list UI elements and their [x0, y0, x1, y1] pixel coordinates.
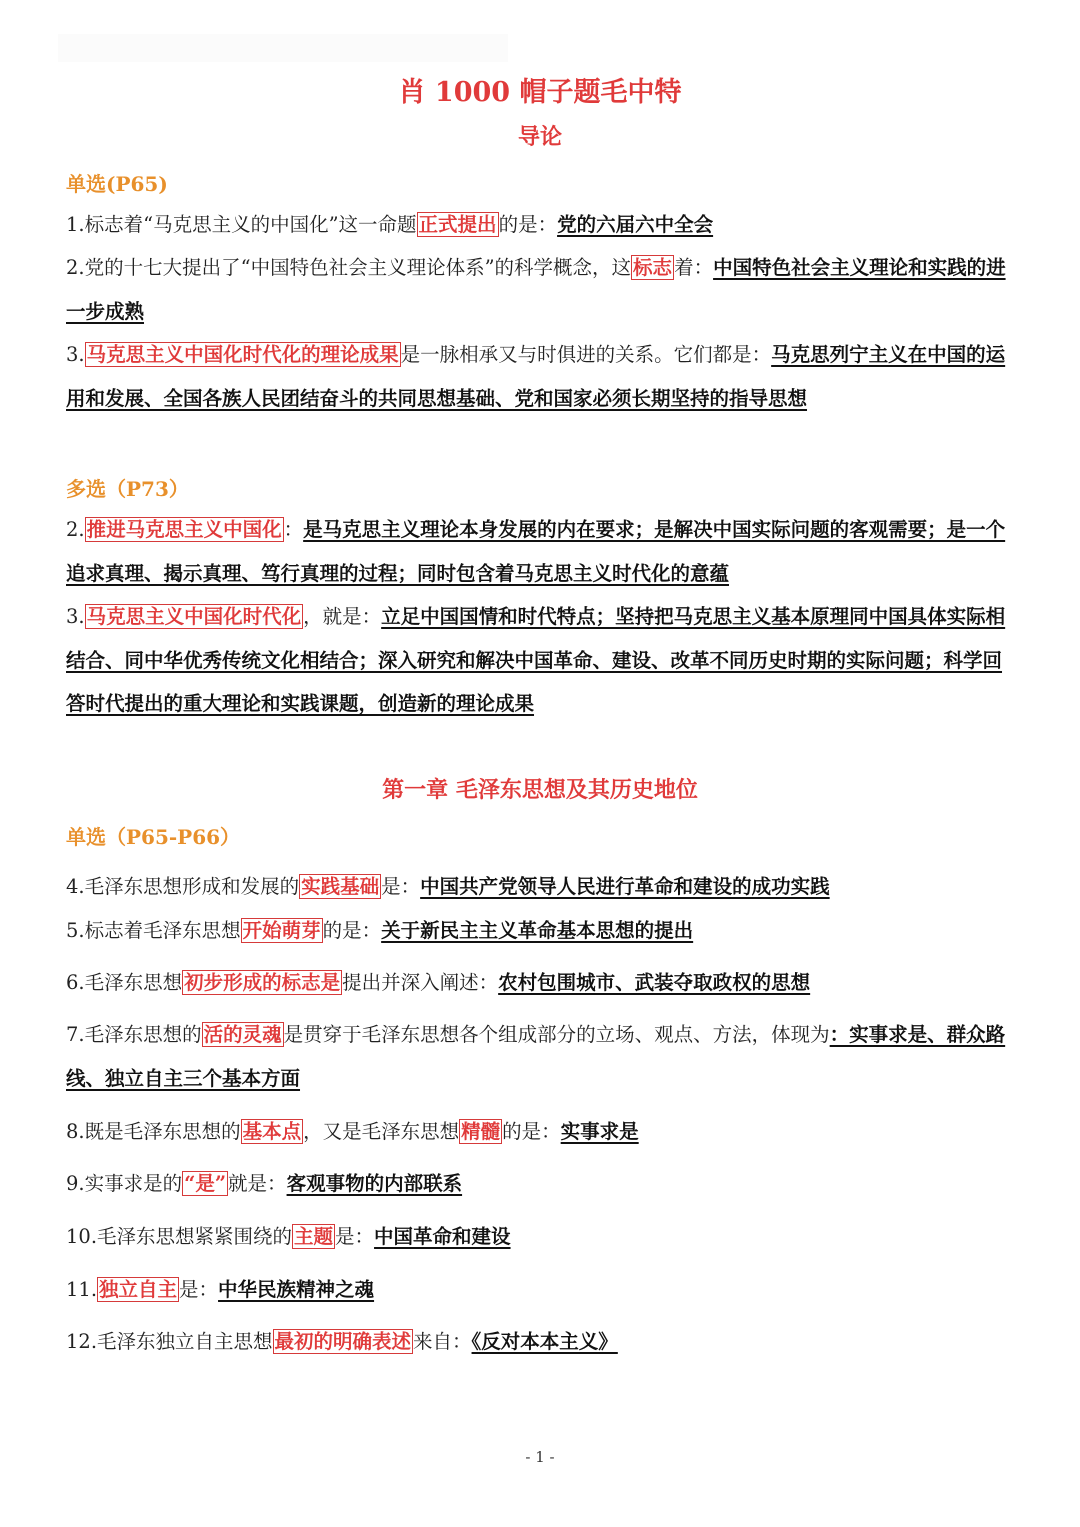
question-text: 8.既是毛泽东思想的: [66, 1120, 241, 1143]
scan-artifact: [58, 34, 508, 62]
keyword-box: 马克思主义中国化时代化: [86, 605, 302, 628]
question-text: 2.党的十七大提出了“中国特色社会主义理论体系”的科学概念，这: [66, 256, 632, 279]
question-text: 9.实事求是的: [66, 1172, 183, 1195]
answer-text: 中国共产党领导人民进行革命和建设的成功实践: [420, 875, 830, 898]
question-12: [66, 1320, 1016, 1364]
question-3: [66, 333, 1016, 420]
question-multi-2: [66, 508, 1016, 595]
question-text: ，又是毛泽东思想: [303, 1120, 460, 1143]
section-heading-chapter1-single-choice: 单选（P65-P66）: [66, 825, 241, 849]
answer-text: 中华民族精神之魂: [218, 1278, 375, 1301]
question-1: [66, 203, 1016, 247]
question-2: [66, 246, 1016, 333]
question-text: 就是：: [228, 1172, 287, 1195]
answer-text: 中国革命和建设: [374, 1225, 511, 1248]
question-text: 来自：: [413, 1330, 472, 1353]
question-text: 的是：: [498, 213, 558, 236]
question-text: 是：: [381, 875, 421, 898]
answer-text: 客观事物的内部联系: [286, 1172, 463, 1195]
answer-text: 关于新民主主义革命基本思想的提出: [381, 919, 694, 942]
question-text: 是：: [179, 1278, 219, 1301]
answer-text: 实事求是: [560, 1120, 639, 1143]
question-text: 11.: [66, 1278, 98, 1301]
keyword-box: 正式提出: [418, 213, 497, 236]
keyword-box: 主题: [294, 1225, 334, 1248]
answer-text: 立足中国国情和时代特点；坚持把马克思主义基本原理同中国具体实际相结合、同中华优秀传统文化相结合；深入研究和解决中国革命、建设、改革不同历史时期的实际问题；科学回答时代提出的重大理论和实践课题，创造新的理论成果: [66, 605, 1006, 715]
answer-text: 马克思列宁主义在中国的运用和发展、全国各族人民团结奋斗的共同思想基础、党和国家必须长期坚持的指导思想: [66, 343, 1006, 410]
keyword-box: 最初的明确表述: [274, 1330, 412, 1353]
question-text: 7.毛泽东思想的: [66, 1023, 202, 1046]
chapter-title: 第一章 毛泽东思想及其历史地位: [382, 777, 698, 803]
answer-text: 农村包围城市、武装夺取政权的思想: [498, 971, 811, 994]
question-5: [66, 909, 1016, 953]
keyword-box: 马克思主义中国化时代化的理论成果: [86, 343, 399, 366]
answer-text: 《反对本本主义》: [471, 1330, 618, 1353]
question-text: 1.标志着“马克思主义的中国化”这一命题: [66, 213, 417, 236]
section-heading-multiple-choice: 多选（P73）: [66, 477, 189, 501]
keyword-box: 基本点: [242, 1120, 302, 1143]
section-heading-single-choice: 单选(P65): [66, 172, 168, 196]
question-text: 3.: [66, 343, 85, 366]
page-number: - 1 -: [525, 1448, 555, 1466]
question-text: 10.毛泽东思想紧紧围绕的: [66, 1225, 293, 1248]
question-text: 12.毛泽东独立自主思想: [66, 1330, 273, 1353]
question-text: 着：: [674, 256, 714, 279]
question-text: 是：: [335, 1225, 375, 1248]
question-7: [66, 1013, 1016, 1100]
question-4: [66, 865, 1016, 909]
keyword-box: 活的灵魂: [203, 1023, 282, 1046]
answer-text: 中国特色社会主义理论和实践的进一步成熟: [66, 256, 1006, 323]
keyword-box: 精髓: [461, 1120, 501, 1143]
question-text: ：: [283, 518, 304, 541]
question-text: 2.: [66, 518, 85, 541]
document-subtitle: 导论: [517, 124, 562, 150]
keyword-box: 标志: [633, 256, 673, 279]
answer-text: ：实事求是、群众路线、独立自主三个基本方面: [66, 1023, 1006, 1090]
answer-text: 是马克思主义理论本身发展的内在要求；是解决中国实际问题的客观需要；是一个追求真理、揭示真理、笃行真理的过程；同时包含着马克思主义时代化的意蕴: [66, 518, 1006, 585]
question-6: [66, 961, 1016, 1005]
question-text: 4.毛泽东思想形成和发展的: [66, 875, 300, 898]
keyword-box: 独立自主: [99, 1278, 178, 1301]
question-9: [66, 1162, 1016, 1206]
question-text: 5.标志着毛泽东思想: [66, 919, 241, 942]
question-text: 的是：: [502, 1120, 561, 1143]
question-11: [66, 1268, 1016, 1312]
question-text: 是贯穿于毛泽东思想各个组成部分的立场、观点、方法，体现为: [283, 1023, 830, 1046]
keyword-box: 初步形成的标志是: [184, 971, 341, 994]
keyword-box: “是”: [184, 1172, 227, 1195]
question-text: 的是：: [322, 919, 382, 942]
question-text: 提出并深入阐述：: [342, 971, 499, 994]
question-8: [66, 1110, 1016, 1154]
document-title: 肖 1000 帽子题毛中特: [398, 77, 682, 108]
keyword-box: 实践基础: [301, 875, 380, 898]
keyword-box: 开始萌芽: [242, 919, 321, 942]
question-text: ，就是：: [303, 605, 382, 628]
keyword-box: 推进马克思主义中国化: [86, 518, 282, 541]
question-text: 是一脉相承又与时俱进的关系。它们都是：: [400, 343, 772, 366]
question-10: [66, 1215, 1016, 1259]
question-multi-3: [66, 595, 1016, 726]
question-text: 3.: [66, 605, 85, 628]
question-text: 6.毛泽东思想: [66, 971, 183, 994]
answer-text: 党的六届六中全会: [557, 213, 714, 236]
